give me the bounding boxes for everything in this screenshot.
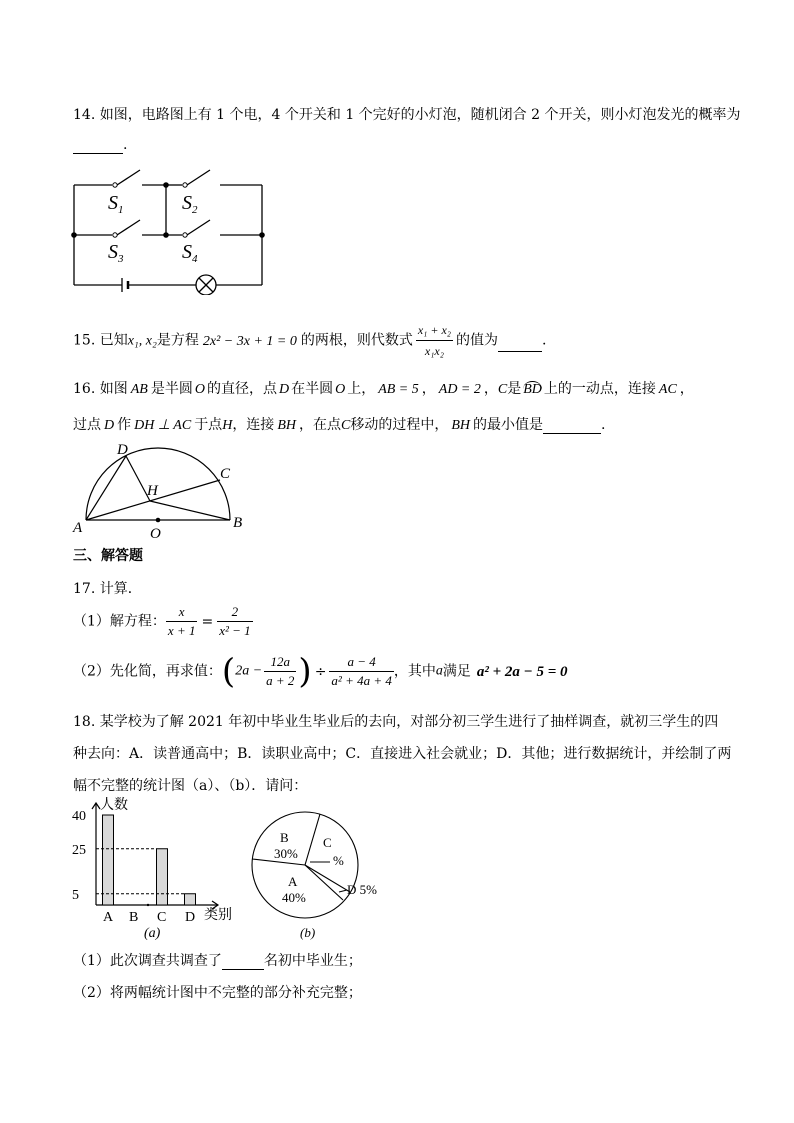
y-axis-label: 人数 <box>100 798 128 813</box>
point-c-label: C <box>220 466 231 482</box>
pie-label-c: C <box>323 835 332 850</box>
pie-label-b: B <box>280 830 289 845</box>
answer-blank[interactable] <box>73 137 123 154</box>
pie-value-b: 30% <box>274 846 298 861</box>
q14-line1: 14. 如图，电路图上有 1 个电，4 个开关和 1 个完好的小灯泡，随机闭合 2 个开关，则小灯泡发光的概率为 <box>73 107 741 123</box>
q18-sub2: （2）将两幅统计图中不完整的部分补充完整； <box>73 985 362 1001</box>
chart-b-caption: (b) <box>300 925 316 940</box>
pie-chart-b <box>250 810 390 945</box>
point-o-label: O <box>150 526 161 542</box>
point-a-label: A <box>73 520 83 536</box>
switch-s1-label: $S_1$ <box>108 192 124 216</box>
pie-slice-edge <box>305 865 350 892</box>
period: . <box>123 137 128 153</box>
y-tick-label: 40 <box>72 809 86 824</box>
x-tick-label: D <box>185 910 196 925</box>
y-tick-label: 5 <box>72 887 79 903</box>
pie-slice-edge <box>305 865 343 900</box>
q15-fraction: $\frac{\text{x₁ + x₂}}{\text{x₁x₂}}$ <box>416 320 453 361</box>
bar-D <box>185 894 196 905</box>
q16-line2: 过点 D 作 DH ⊥ AC 于点H，连接 BH ，在点C移动的过程中， BH 的最小值是 . <box>73 417 606 433</box>
q16-line1: 16. 如图 AB 是半圆 O 的直径，点 D 在半圆 O 上， AB = 5 ， AD = 2 ，C是 BD 上的一动点，连接 AC ， <box>73 381 694 397</box>
switch-s2-label: $S_2$ <box>182 192 198 216</box>
point-h-label: H <box>147 483 158 499</box>
q17-title: 17. 计算． <box>73 581 142 597</box>
x-tick-label: A <box>103 910 114 925</box>
answer-blank[interactable] <box>543 417 601 434</box>
q18-line3: 幅不完整的统计图（a）、（b）．请问： <box>73 778 308 794</box>
pie-value-a: 40% <box>282 890 306 905</box>
circuit-diagram <box>70 165 270 295</box>
q18-sub1: （1）此次调查共调查了 名初中毕业生； <box>73 953 362 969</box>
semicircle-diagram <box>70 440 260 542</box>
y-tick-label: 25 <box>72 842 86 858</box>
axis-dot <box>147 904 149 906</box>
answer-blank[interactable] <box>498 331 542 352</box>
bar-C <box>157 849 168 905</box>
point-b-label: B <box>233 515 243 531</box>
pie-value-d: D 5% <box>347 882 377 897</box>
switch-s4-label: $S_4$ <box>182 241 198 265</box>
pie-value-c: % <box>333 853 344 868</box>
bar-A <box>103 815 114 905</box>
pie-label-a: A <box>288 874 298 889</box>
q18-line2: 种去向：A．读普通高中；B．读职业高中；C．直接进入社会就业；D．其他；进行数据统计，并绘制了两 <box>73 746 732 762</box>
q17-part1: （1）解方程： $\frac{x}{x + 1}$ = $\frac{2}{\text{x² − 1}}$ <box>73 604 251 638</box>
q18-line1: 18. 某学校为了解 2021 年初中毕业生毕业后的去向，对部分初三学生进行了抽样调查，就初三学生的四 <box>73 714 719 730</box>
bar-chart-a <box>68 795 243 943</box>
pie-slice-edge <box>305 814 320 865</box>
switch-s3-label: $S_3$ <box>108 241 124 265</box>
x-axis-label: 类别 <box>204 908 232 923</box>
q15: 15. 已知x₁, x₂是方程 2x² − 3x + 1 = 0 的两根，则代数式 $\frac{\text{x₁ + x₂}}{\text{x₁x₂}}$ 的值为 . <box>73 320 546 361</box>
point-d-label: D <box>117 442 128 458</box>
x-tick-label: B <box>129 910 139 925</box>
section-title: 三、解答题 <box>73 548 143 564</box>
q14-line2 <box>73 137 127 154</box>
answer-blank[interactable] <box>222 953 264 970</box>
chart-a-caption: (a) <box>144 926 161 941</box>
q17-part2: （2）先化简，再求值：(2a − $\frac{12a}{a + 2}$ ) ÷ $\frac{a - 4}{\text{a² + 4a + 4}}$ ，其中a满足 a² + 2a − 5 = 0 <box>73 651 568 692</box>
x-tick-label: C <box>157 910 167 925</box>
